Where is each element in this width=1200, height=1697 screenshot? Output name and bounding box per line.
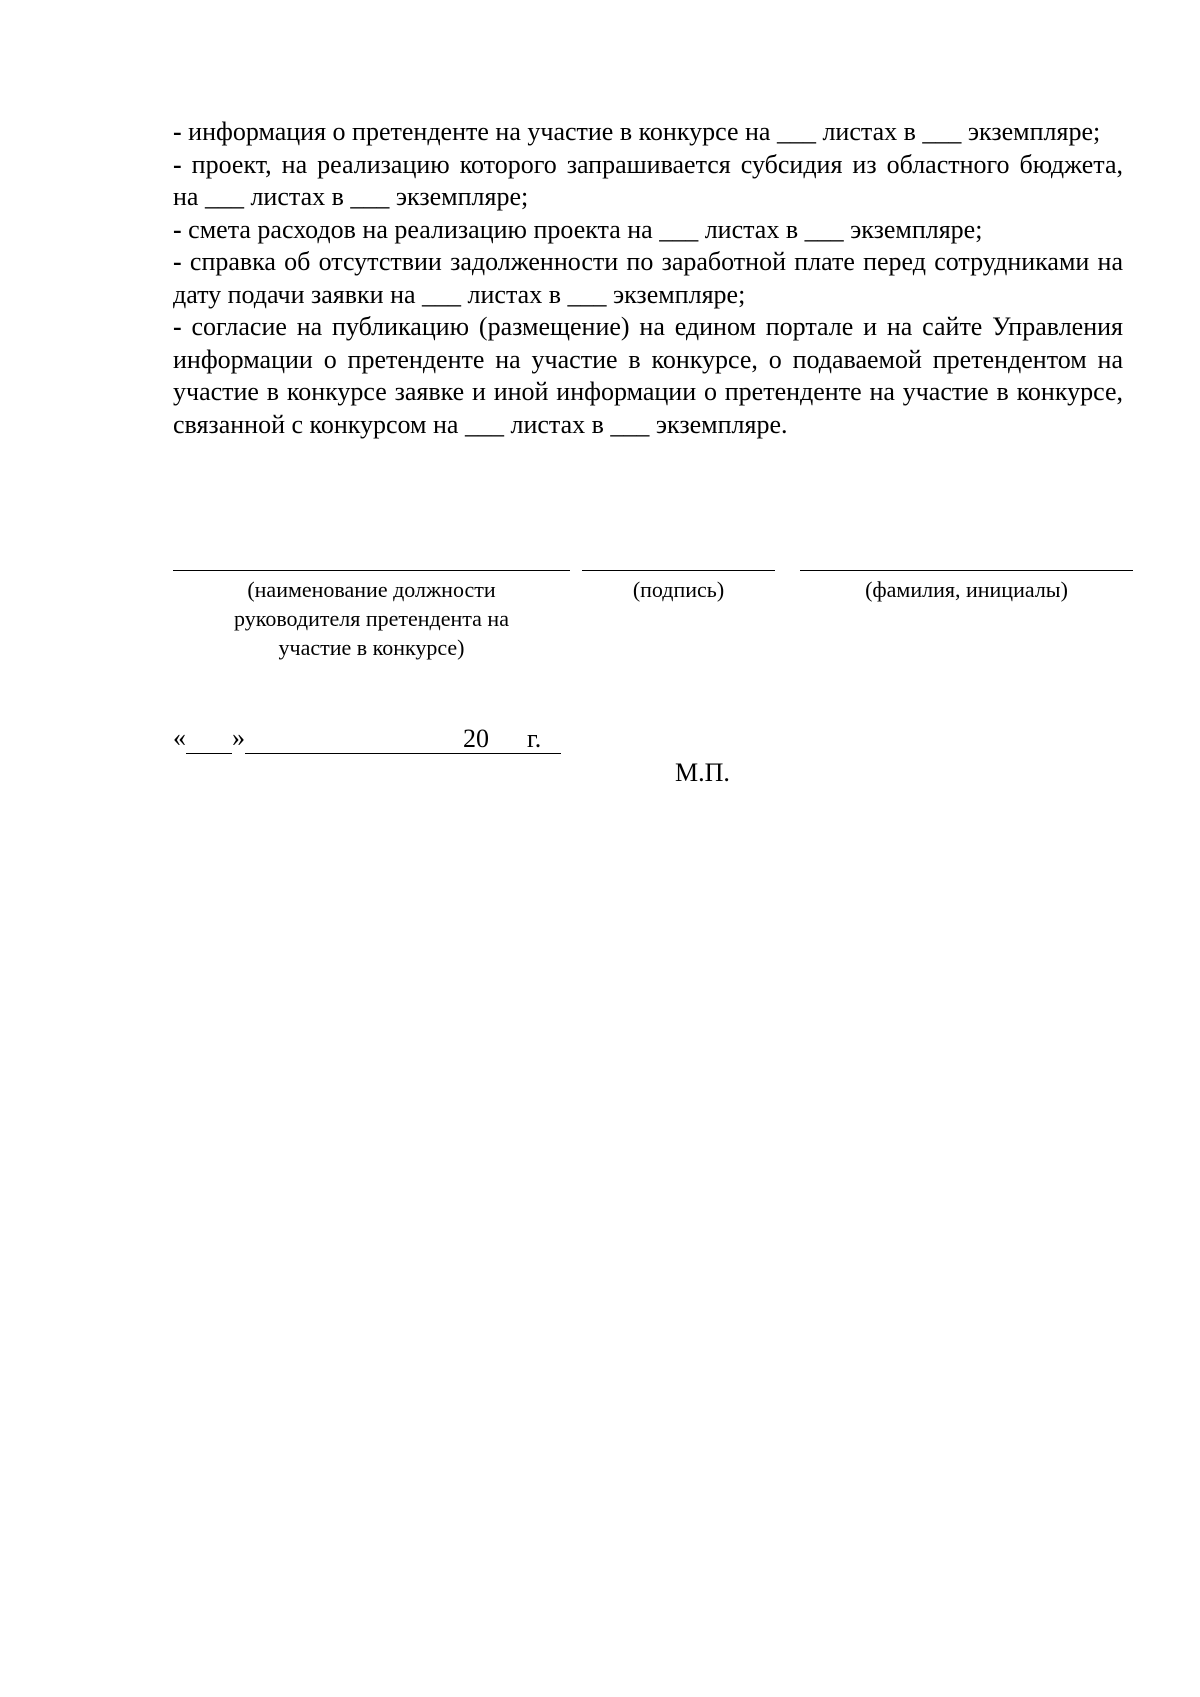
list-dash: - [173, 149, 182, 179]
position-signature-line [173, 570, 570, 571]
date-row [173, 722, 561, 754]
list-item-text: смета расходов на реализацию проекта на ___ листах в ___ экземпляре; [181, 214, 983, 244]
signature-caption: (подпись) [632, 577, 725, 602]
list-dash: - [173, 247, 182, 276]
name-signature-line [800, 570, 1133, 571]
stamp-place: М.П. [675, 758, 730, 787]
year-suffix: г. [527, 724, 542, 753]
year-prefix: 20 [463, 724, 489, 753]
date-open-quote: « [173, 723, 186, 752]
list-item-text: проект, на реализацию которого запрашивается субсидия из областного бюджета, на ___ листах в ___ экземпляре; [173, 149, 1123, 211]
list-dash: - [173, 117, 182, 146]
list-dash: - [173, 312, 182, 341]
attachments-list [173, 116, 1123, 441]
name-caption: (фамилия, инициалы) [865, 577, 1068, 602]
list-item-text: согласие на публикацию (размещение) на едином портале и на сайте Управления информации о претенденте на участие в конкурсе, о подаваемой претендентом на участие в конкурсе заявке и иной информации о претенденте на участие в конкурсе, связанной с конкурсом на ___ листах в ___ экземпляре. [173, 312, 1123, 439]
list-item-text: справка об отсутствии задолженности по заработной плате перед сотрудниками на дату подачи заявки на ___ листах в ___ экземпляре; [173, 247, 1123, 309]
list-dash: - [173, 214, 182, 244]
list-item [173, 246, 1123, 311]
list-item [173, 214, 1123, 247]
position-caption: (наименование должности руководителя претендента на участие в конкурсе) [234, 577, 509, 660]
day-blank [186, 723, 232, 754]
list-item-text: информация о претенденте на участие в конкурсе на ___ листах в ___ экземпляре; [181, 117, 1101, 146]
list-item [173, 116, 1123, 149]
date-close-quote: » [232, 723, 245, 752]
list-item [173, 149, 1123, 214]
month-year-blank [245, 723, 561, 754]
list-item [173, 311, 1123, 441]
signature-line [582, 570, 775, 571]
